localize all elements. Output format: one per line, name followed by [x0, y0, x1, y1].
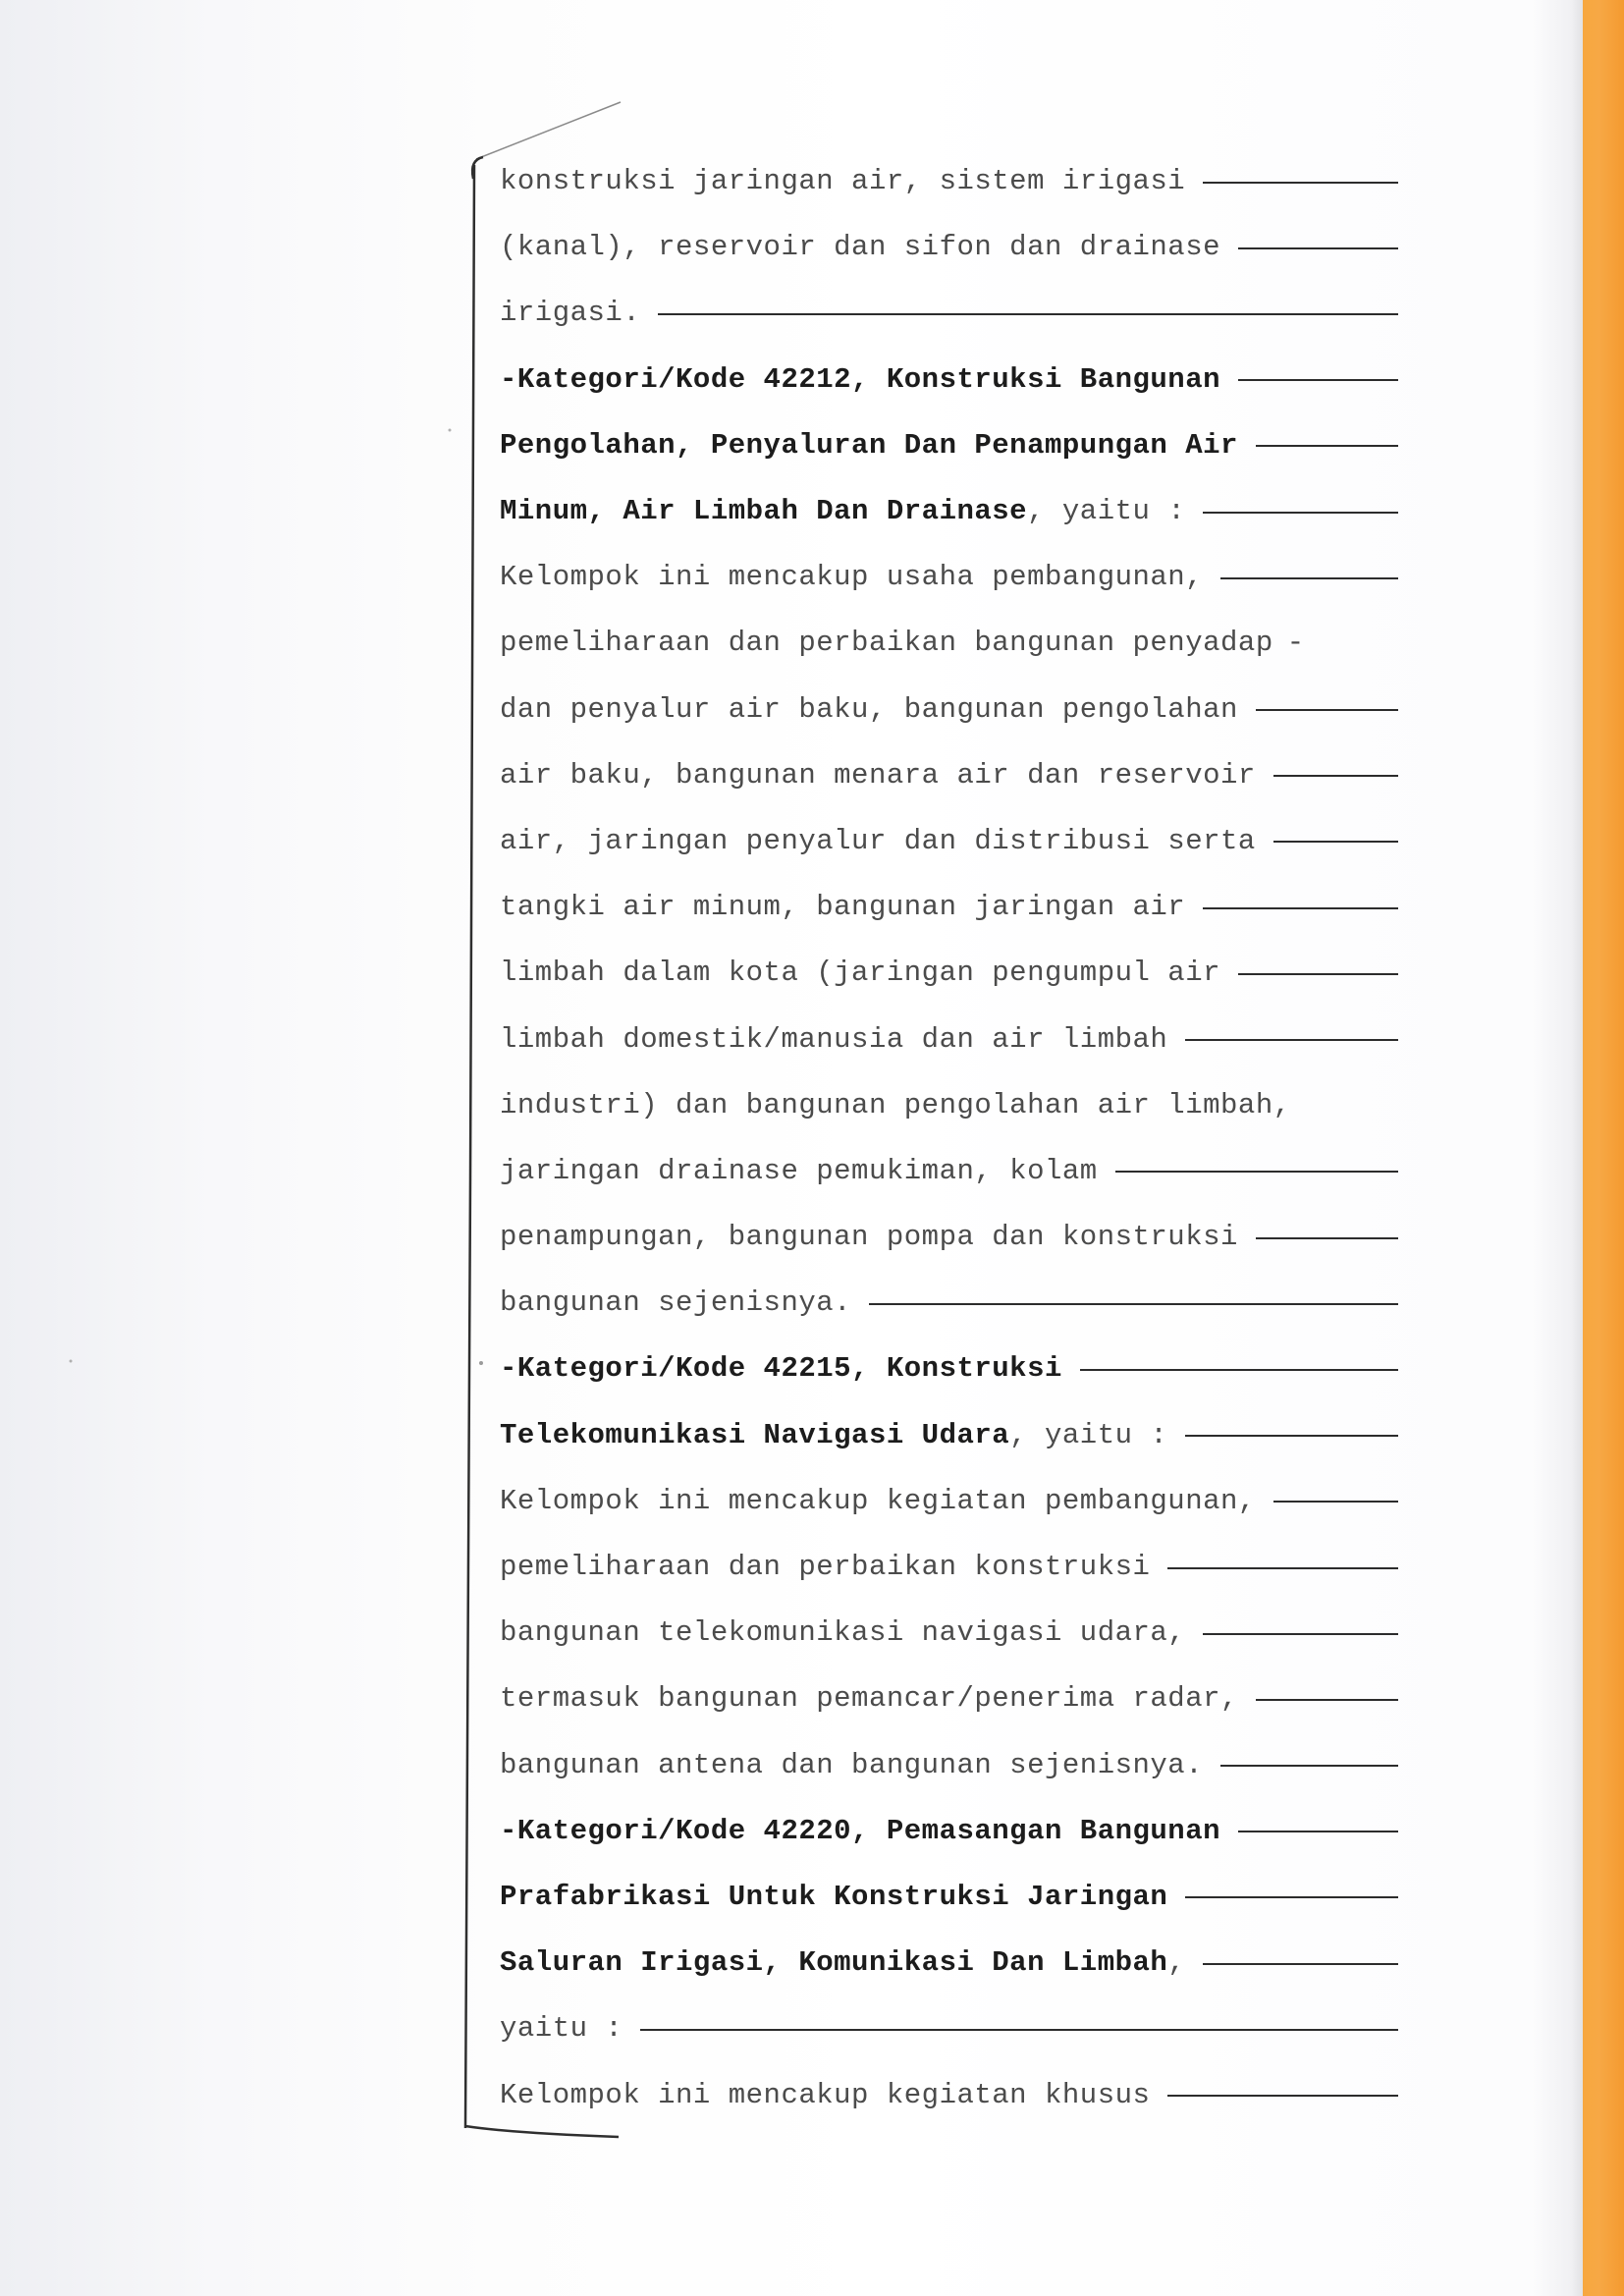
text-line — [500, 478, 1398, 544]
text-line — [500, 874, 1398, 940]
body-text: Kelompok ini mencakup usaha pembangunan, — [500, 561, 1204, 594]
fill-hyphen: - — [1286, 627, 1305, 660]
fill-dash-line — [1203, 512, 1398, 514]
frame-left-line — [465, 165, 474, 2128]
document-body — [500, 148, 1398, 2128]
fill-dash-line — [1167, 2095, 1398, 2097]
line-text — [500, 1749, 1203, 1781]
body-text: dan penyalur air baku, bangunan pengolahan — [500, 692, 1238, 726]
line-text — [500, 363, 1220, 396]
body-text: (kanal), reservoir dan sifon dan drainase — [500, 231, 1221, 264]
line-text — [500, 1419, 1167, 1451]
fill-dash-line — [1185, 1039, 1398, 1041]
text-line — [500, 1798, 1398, 1864]
bold-heading-text: Minum, Air Limbah Dan Drainase — [500, 495, 1028, 528]
line-text — [500, 561, 1203, 593]
bold-heading-text: Prafabrikasi Untuk Konstruksi Jaringan — [500, 1880, 1168, 1913]
line-text — [500, 1023, 1167, 1056]
line-text — [500, 231, 1220, 263]
text-line — [500, 1534, 1398, 1600]
fill-dash-line — [1256, 445, 1398, 447]
body-text: pemeliharaan dan perbaikan konstruksi — [500, 1551, 1151, 1584]
fill-dash-line — [1203, 907, 1398, 909]
fill-dash-line — [1220, 577, 1398, 579]
line-text — [500, 1221, 1238, 1253]
body-text: pemeliharaan dan perbaikan bangunan penyadap — [500, 627, 1273, 660]
fill-dash-line — [1203, 1963, 1398, 1965]
text-line — [500, 347, 1398, 412]
scan-speck — [479, 1361, 483, 1365]
fill-dash-line — [1273, 775, 1398, 777]
body-text: konstruksi jaringan air, sistem irigasi — [500, 165, 1186, 198]
bold-heading-text: Pengolahan, Penyaluran Dan Penampungan Air — [500, 428, 1238, 462]
scan-speck — [449, 429, 452, 432]
fill-dash-line — [1256, 709, 1398, 711]
line-text — [500, 1485, 1256, 1517]
body-text: , yaitu : — [1027, 495, 1186, 528]
text-line — [500, 1930, 1398, 1995]
text-line — [500, 214, 1398, 280]
body-text: yaitu : — [500, 2012, 623, 2046]
body-text: jaringan drainase pemukiman, kolam — [500, 1154, 1098, 1187]
line-text — [500, 297, 640, 329]
frame-bottom-line — [465, 2126, 619, 2137]
text-line — [500, 1072, 1398, 1138]
fill-dash-line — [640, 2029, 1398, 2031]
body-text: termasuk bangunan pemancar/penerima radar, — [500, 1682, 1238, 1716]
line-text — [500, 1155, 1098, 1187]
line-text — [500, 1682, 1238, 1715]
body-text: tangki air minum, bangunan jaringan air — [500, 891, 1186, 924]
text-line — [500, 1732, 1398, 1798]
text-line — [500, 1864, 1398, 1930]
line-text — [500, 693, 1238, 726]
body-text: bangunan telekomunikasi navigasi udara, — [500, 1616, 1186, 1650]
fill-dash-line — [1273, 1501, 1398, 1503]
body-text: bangunan antena dan bangunan sejenisnya. — [500, 1748, 1204, 1781]
fill-dash-line — [1238, 379, 1398, 381]
body-text: Kelompok ini mencakup kegiatan khusus — [500, 2078, 1151, 2111]
line-text — [500, 957, 1220, 989]
body-text: penampungan, bangunan pompa dan konstruksi — [500, 1221, 1238, 1254]
line-text — [500, 891, 1185, 923]
body-text: , — [1167, 1946, 1186, 1980]
text-line — [500, 677, 1398, 742]
fill-dash-line — [1203, 1633, 1398, 1635]
bold-heading-text: Telekomunikasi Navigasi Udara — [500, 1418, 1010, 1451]
text-line — [500, 1336, 1398, 1401]
fill-dash-line — [1185, 1896, 1398, 1898]
line-text — [500, 1551, 1150, 1583]
body-text: bangunan sejenisnya. — [500, 1286, 852, 1320]
body-text: limbah dalam kota (jaringan pengumpul air — [500, 957, 1221, 990]
line-text — [500, 2012, 623, 2045]
line-text — [500, 1286, 851, 1319]
body-text: limbah domestik/manusia dan air limbah — [500, 1022, 1168, 1056]
line-text — [500, 1881, 1167, 1913]
line-text — [500, 1946, 1185, 1979]
text-line — [500, 1006, 1398, 1071]
bold-heading-text: -Kategori/Kode 42212, Konstruksi Bangunan — [500, 362, 1221, 396]
body-text: industri) dan bangunan pengolahan air limbah, — [500, 1088, 1291, 1121]
text-line — [500, 1666, 1398, 1731]
body-text: air, jaringan penyalur dan distribusi serta — [500, 824, 1256, 857]
fill-dash-line — [1273, 841, 1398, 843]
fill-dash-line — [1080, 1369, 1398, 1371]
fill-dash-line — [1220, 1765, 1398, 1767]
text-line — [500, 940, 1398, 1006]
body-text: Kelompok ini mencakup kegiatan pembangunan, — [500, 1484, 1256, 1517]
text-line — [500, 2061, 1398, 2127]
line-text — [500, 165, 1185, 197]
fill-dash-line — [1256, 1237, 1398, 1239]
text-line — [500, 1995, 1398, 2061]
text-line — [500, 1204, 1398, 1270]
body-text: air baku, bangunan menara air dan reservoir — [500, 758, 1256, 792]
text-line — [500, 148, 1398, 214]
body-text: , yaitu : — [1009, 1418, 1168, 1451]
text-line — [500, 1138, 1398, 1204]
text-line — [500, 544, 1398, 610]
fill-dash-line — [1238, 247, 1398, 249]
text-line — [500, 1402, 1398, 1468]
line-text — [500, 825, 1256, 857]
text-line — [500, 1270, 1398, 1336]
fill-dash-line — [1238, 973, 1398, 975]
fill-dash-line — [1256, 1699, 1398, 1701]
text-line — [500, 280, 1398, 346]
scan-speck — [70, 1360, 73, 1363]
fill-dash-line — [869, 1303, 1398, 1305]
line-text — [500, 429, 1238, 462]
line-text — [500, 759, 1256, 792]
fill-dash-line — [1238, 1831, 1398, 1832]
line-text — [500, 1616, 1185, 1649]
line-text — [500, 1352, 1062, 1385]
text-line — [500, 610, 1398, 676]
text-line — [500, 1600, 1398, 1666]
line-text — [500, 627, 1273, 659]
fill-dash-line — [1203, 182, 1398, 184]
text-line — [500, 412, 1398, 478]
body-text: irigasi. — [500, 297, 641, 330]
fill-dash-line — [1167, 1567, 1398, 1569]
fill-dash-line — [658, 313, 1398, 315]
fill-dash-line — [1115, 1171, 1398, 1173]
text-line — [500, 1468, 1398, 1534]
text-line — [500, 808, 1398, 874]
bold-heading-text: -Kategori/Kode 42215, Konstruksi — [500, 1352, 1062, 1386]
bold-heading-text: Saluran Irigasi, Komunikasi Dan Limbah — [500, 1946, 1168, 1980]
fill-dash-line — [1185, 1435, 1398, 1437]
line-text — [500, 1089, 1291, 1121]
line-text — [500, 1815, 1220, 1847]
bold-heading-text: -Kategori/Kode 42220, Pemasangan Bangunan — [500, 1814, 1221, 1847]
line-text — [500, 2079, 1150, 2111]
text-line — [500, 742, 1398, 808]
line-text — [500, 495, 1185, 527]
